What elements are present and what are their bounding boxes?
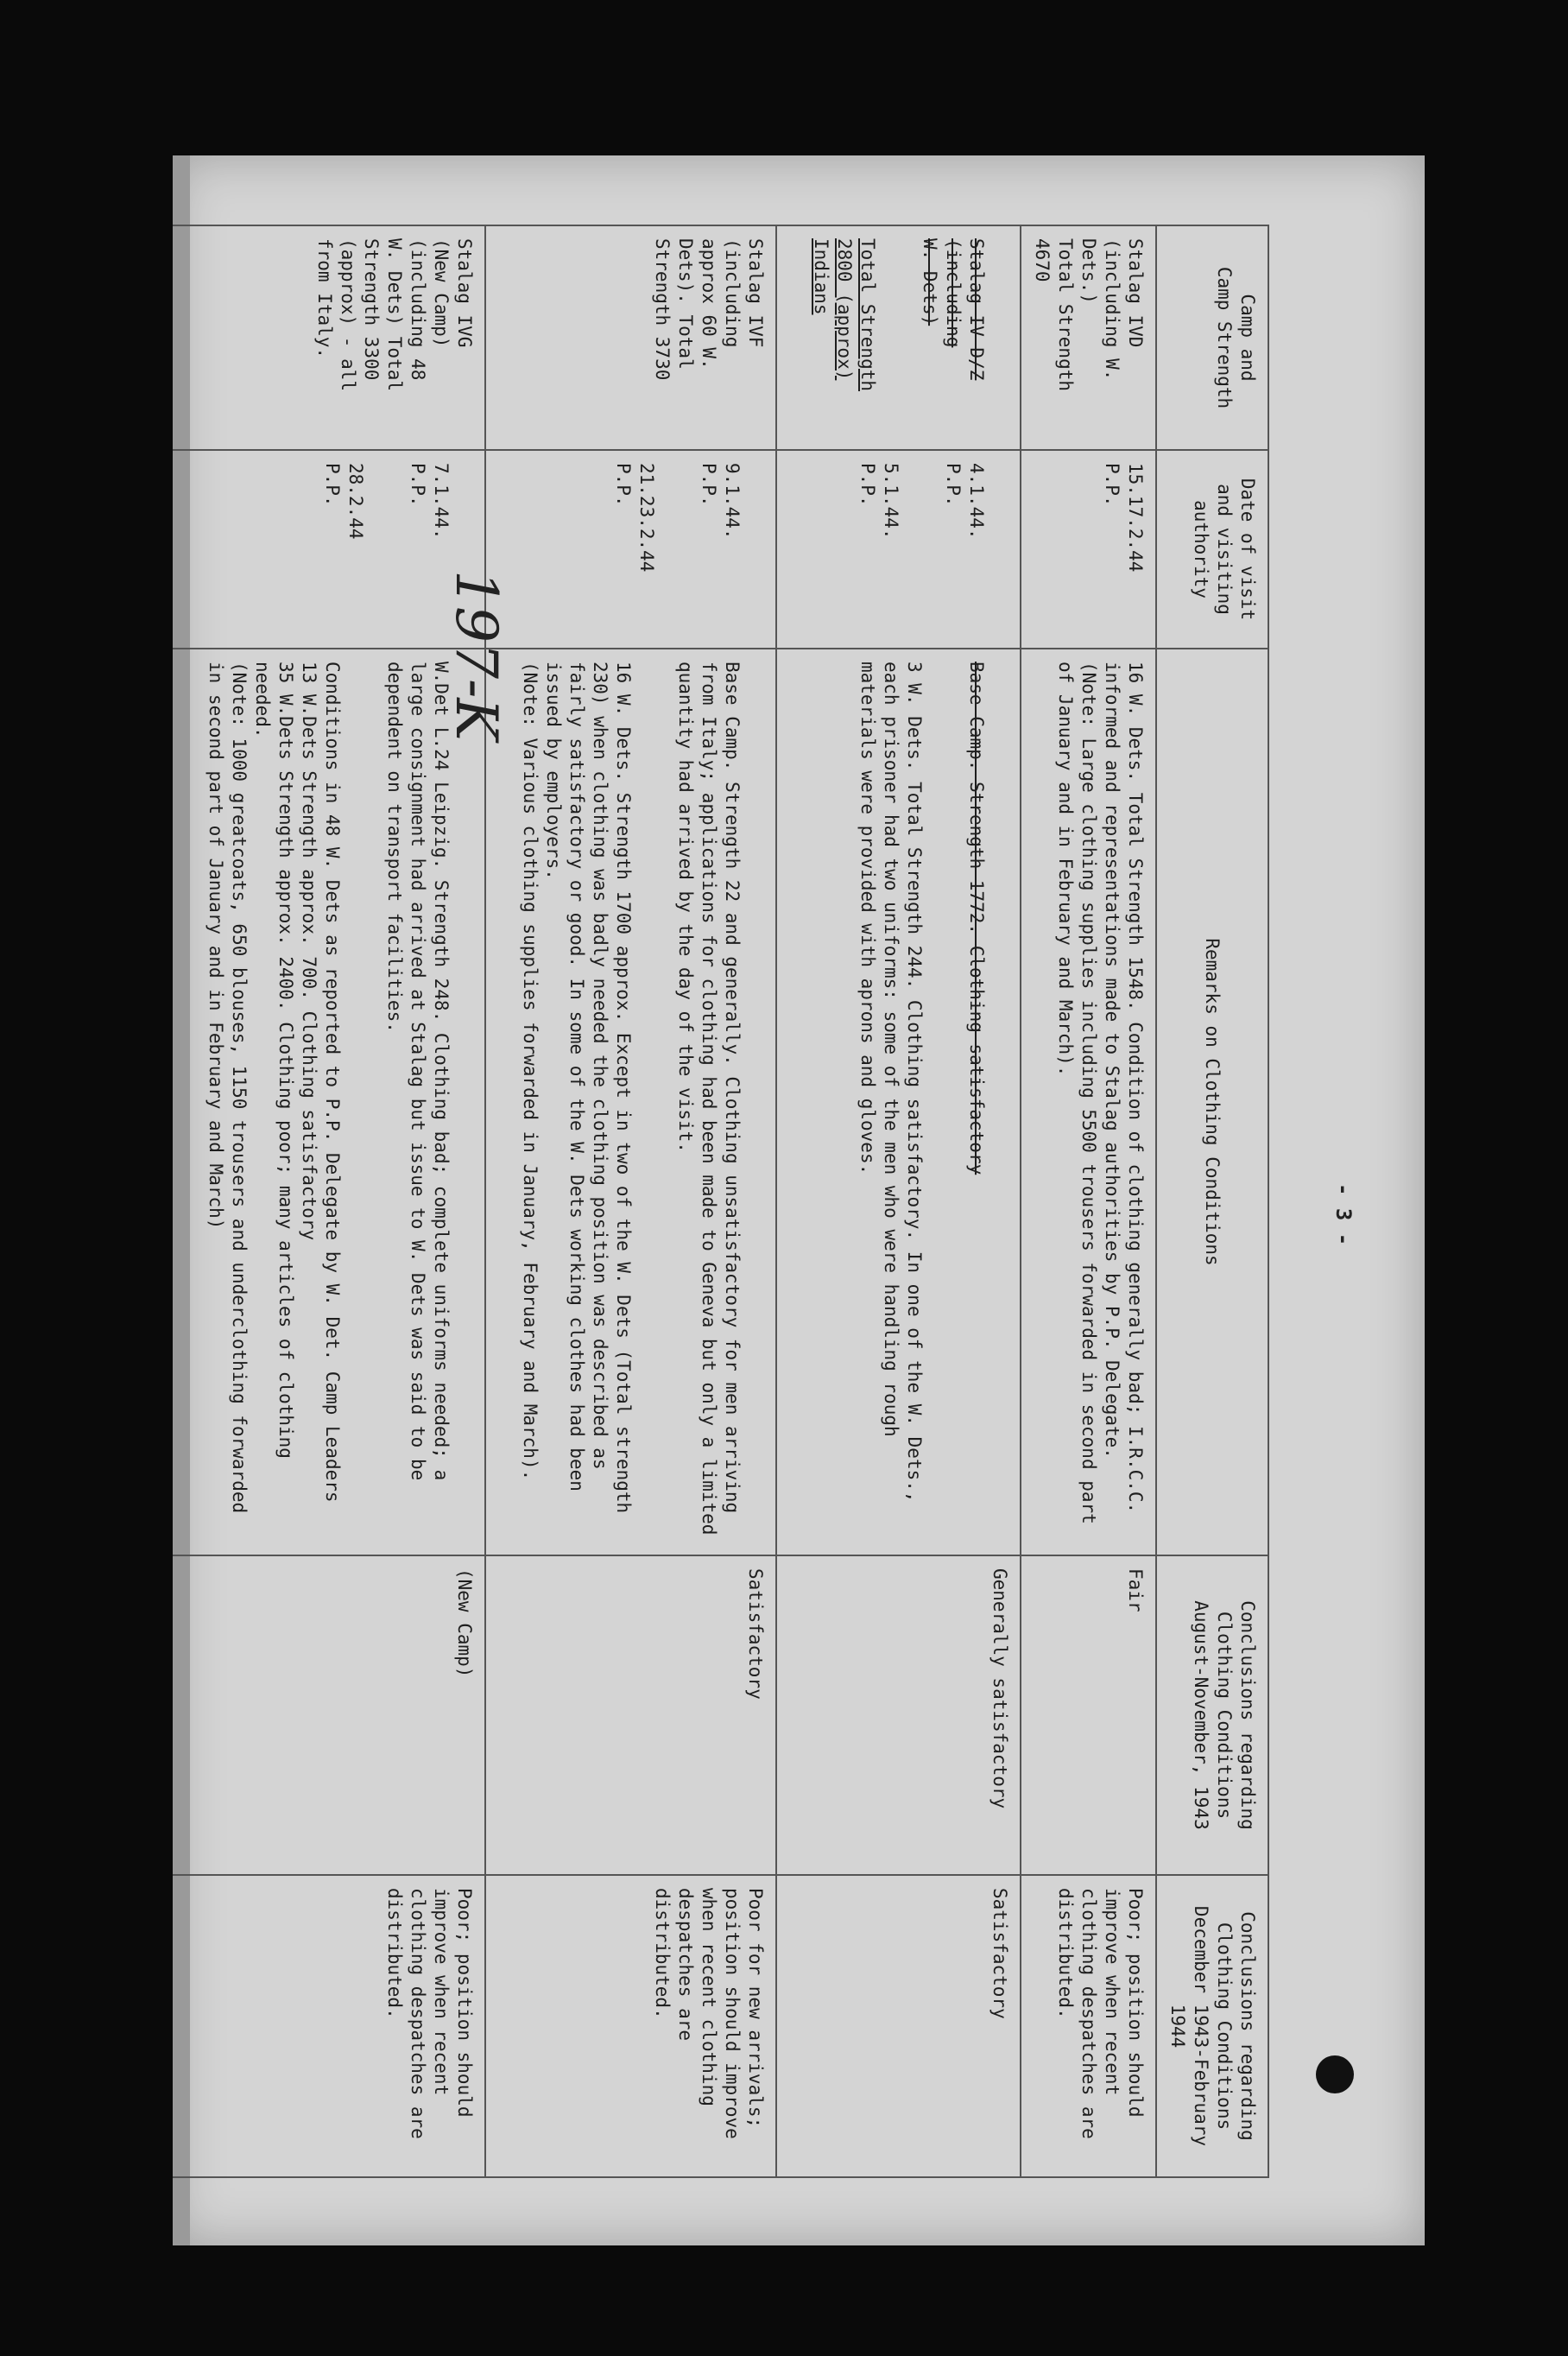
table-row: [485, 225, 776, 2177]
header-row: [1156, 225, 1268, 2177]
remarks-entry: Base Camp. Strength 1772. Clothing satisfactory: [966, 662, 987, 1175]
camp-entry: Stalag IV D/Z (including W. Dets): [920, 238, 987, 381]
remarks-entry: Conditions in 48 W. Dets as reported to P.P. Delegate by W. Det. Camp Leaders 13 W.Dets Strength approx. 700. Clothing satisfactory 35 W.Dets Strength approx. 2400. Clothing poor; many articles of clothing needed. (Note: 1000 greatcoats, 650 blouses, 1150 trousers and underclothing forwarded in second part of January and in February and March): [205, 662, 343, 1514]
conclusion-1943-cell: Generally satisfactory: [776, 1555, 1021, 1875]
date-entry: 4.1.44. P.P.: [943, 463, 987, 540]
remarks-entry: W.Det L.24 Leipzig. Strength 248. Clothing bad; complete uniforms needed; a large consignment had arrived at Stalag but issue to W. Dets was said to be dependent on transport facilities.: [384, 662, 452, 1481]
date-entry: 9.1.44. P.P.: [699, 463, 743, 540]
conclusion-1944-cell: Satisfactory: [776, 1875, 1021, 2177]
camp-cell: [776, 225, 1021, 450]
rotated-content: [173, 155, 1425, 2245]
conclusion-1943-cell: Fair: [1021, 1555, 1156, 1875]
date-entry: 5.1.44. P.P.: [857, 463, 901, 540]
page-number: - 3 -: [1331, 1183, 1356, 1246]
conclusion-1944-cell: Poor; position should improve when recent clothing despatches are distributed.: [1021, 1875, 1156, 2177]
date-entry: 7.1.44. P.P.: [408, 463, 452, 540]
conclusion-1943-cell: Satisfactory: [485, 1555, 776, 1875]
table-row: [173, 225, 485, 2177]
remarks-entry: 16 W. Dets. Strength 1700 approx. Except in two of the W. Dets (Total strength 230) when clothing was badly needed the clothing position was described as fairly satisfactory or good. In some of the W. Dets working clothes had been issued by employers. (Note: Various clothing supplies forwarded in January, February and March).: [520, 662, 634, 1514]
ink-blot: [1316, 2055, 1354, 2093]
document-page: [173, 155, 1425, 2245]
remarks-entry: Base Camp. Strength 22 and generally. Clothing unsatisfactory for men arriving from Italy; applications for clothing had been made to Geneva but only a limited quantity had arrived by the day of the visit.: [675, 662, 743, 1536]
date-cell: [173, 450, 485, 649]
header-date: Date of visit and visiting authority: [1156, 450, 1268, 649]
table-row: [776, 225, 1021, 2177]
date-cell: [485, 450, 776, 649]
camp-cell: Stalag IVG (New Camp) (including 48 W. Dets) Total Strength 3300 (approx) - all from Italy.: [173, 225, 485, 450]
remarks-cell: 16 W. Dets. Total Strength 1548. Condition of clothing generally bad; I.R.C.C. informed and representations made to Stalag authorities by P.P. Delegate. (Note: Large clothing supplies including 5500 trousers forwarded in second part of January and in February and March).: [1021, 649, 1156, 1555]
header-camp: Camp and Camp Strength: [1156, 225, 1268, 450]
header-remarks: Remarks on Clothing Conditions: [1156, 649, 1268, 1555]
remarks-cell: [173, 649, 485, 1555]
date-entry: 21.23.2.44 P.P.: [613, 463, 657, 573]
clothing-conditions-table: [173, 225, 1269, 2178]
camp-entry: Total Strength 2800 (approx) Indians: [811, 238, 878, 392]
date-entry: 28.2.44 P.P.: [322, 463, 366, 540]
camp-cell: Stalag IVD (including W. Dets.) Total Strength 4670: [1021, 225, 1156, 450]
remarks-cell: [485, 649, 776, 1555]
handwritten-note: 197-K: [443, 570, 509, 741]
date-cell: 15.17.2.44 P.P.: [1021, 450, 1156, 649]
conclusion-1943-cell: (New Camp): [173, 1555, 485, 1875]
remarks-cell: [776, 649, 1021, 1555]
header-conclusions-1944: Conclusions regarding Clothing Conditions December 1943-February 1944: [1156, 1875, 1268, 2177]
camp-cell: Stalag IVF (including approx 60 W. Dets). Total Strength 3730: [485, 225, 776, 450]
conclusion-1944-cell: Poor for new arrivals; position should improve when recent clothing despatches are distributed.: [485, 1875, 776, 2177]
date-cell: [776, 450, 1021, 649]
remarks-entry: 3 W. Dets. Total Strength 244. Clothing satisfactory. In one of the W. Dets., each prisoner had two uniforms: some of the men who were handling rough materials were provided with aprons and gloves.: [857, 662, 925, 1503]
header-conclusions-1943: Conclusions regarding Clothing Conditions August-November, 1943: [1156, 1555, 1268, 1875]
conclusion-1944-cell: Poor; position should improve when recent clothing despatches are distributed.: [173, 1875, 485, 2177]
table-row: [1021, 225, 1156, 2177]
